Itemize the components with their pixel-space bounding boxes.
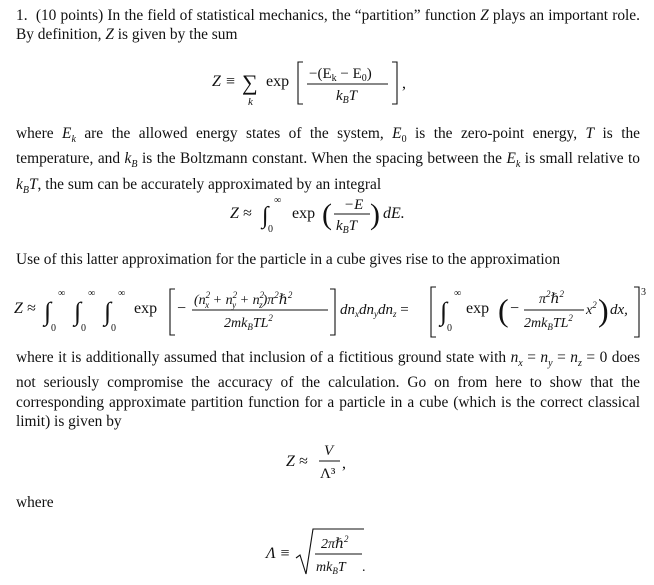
eq5-trail: . — [362, 560, 366, 575]
eq3-inner-int-lower: 0 — [447, 323, 452, 334]
problem-intro-rich: 1. (10 points) In the field of statistical mechanics, the “partition” function Z plays an important role. By definition, Z is given by the sum — [16, 7, 640, 44]
eq3-inner-int: ∫ — [440, 297, 448, 326]
eq3-int2: ∫ — [74, 297, 82, 326]
problem-definitions-text — [16, 124, 640, 200]
problem-approximation-text: Use of this latter approximation for the particle in a cube gives rise to the approximation — [16, 251, 561, 268]
eq3-inner-lparen: ( — [498, 292, 509, 328]
cube-approximation-equation — [14, 281, 644, 341]
eq4-trail: , — [342, 455, 346, 472]
eq1-sum-index: k — [248, 96, 253, 108]
eq2-func: exp — [292, 205, 316, 222]
eq2-numerator: −E — [344, 197, 364, 213]
eq3-func: exp — [134, 300, 158, 317]
eq5-lhs: Λ ≡ — [266, 545, 291, 562]
eq3-int3-upper: ∞ — [118, 288, 126, 299]
problem-definitions-rich: where $E_k$ are the allowed energy states of the system, $E_0$ is the zero-point energy, T is the temperature, and $k_B$ is the Boltzmann constant. When the spacing between the $E_k$ is small relative to $k_BT$, the sum can be accurately approximated by an integral — [16, 125, 641, 197]
eq3-inner-func: exp — [466, 300, 490, 317]
eq1-func: exp — [266, 73, 290, 90]
eq3-lhs: Z ≈ — [14, 300, 36, 317]
eq3-inner-denominator: $2mk_BTL^2$ — [524, 313, 573, 332]
partition-integral-equation — [230, 190, 430, 236]
eq1-sum: ∑ — [242, 70, 258, 95]
eq3-int2-upper: ∞ — [88, 288, 96, 299]
problem-where-text: where — [16, 494, 54, 511]
eq3-inner-var: $x^2$ — [586, 300, 597, 318]
eq4-lhs: Z ≈ — [286, 453, 308, 470]
eq2-int-lower: 0 — [268, 224, 273, 235]
eq4-denominator: Λ³ — [320, 466, 336, 482]
eq3-power: 3 — [641, 287, 646, 298]
eq3-inner-diff: dx, — [610, 302, 628, 318]
problem-assumption-text — [16, 348, 640, 432]
eq1-numerator: $-(E_k - E_0)$ — [309, 66, 372, 84]
eq2-lparen: ( — [322, 198, 332, 231]
eq3-inner-int-upper: ∞ — [454, 288, 462, 299]
eq2-differential: dE. — [383, 205, 405, 222]
eq3-int3: ∫ — [104, 297, 112, 326]
eq3-int1-upper: ∞ — [58, 288, 66, 299]
partition-sum-equation — [212, 58, 432, 110]
eq3-int2-lower: 0 — [81, 323, 86, 334]
thermal-wavelength-equation — [266, 526, 376, 580]
eq3-minus: − — [177, 300, 187, 317]
eq3-denominator: $2mk_BTL^2$ — [224, 313, 273, 332]
eq2-int-upper: ∞ — [274, 195, 282, 206]
eq2-lhs: Z ≈ — [230, 205, 252, 222]
eq3-differentials: $dn_xdn_ydn_z$ = — [340, 302, 409, 319]
eq5-denominator: $mk_BT$ — [316, 560, 346, 576]
eq4-numerator: V — [324, 443, 334, 459]
eq5-numerator: 2πℏ$^2$ — [321, 534, 349, 552]
problem-intro-text — [16, 6, 640, 45]
eq3-int1-lower: 0 — [51, 323, 56, 334]
eq3-numerator: ($n^2$ $x + n^2$ $y + n^2$ $z)\pi^2\hbar^2$ — [194, 290, 293, 310]
eq2-denominator: $k_BT$ — [336, 218, 358, 236]
classical-limit-equation — [286, 438, 366, 484]
eq2-integral-sign: ∫ — [262, 203, 269, 229]
eq3-inner-numerator: $\pi^2\hbar^2$ — [539, 289, 565, 307]
problem-assumption-rich: where it is additionally assumed that inclusion of a fictitious ground state with $n_x = n_y = n_z = 0$ does not seriously compromise the accuracy of the calculation. Go on from here to show that the corresponding approximate partition function for a particle in a cube (which is the correct classical limit) is given by — [16, 349, 640, 431]
eq1-lhs: Z ≡ — [212, 73, 236, 90]
eq2-rparen: ) — [370, 198, 380, 231]
eq3-inner-rparen: ) — [598, 292, 609, 328]
eq3-inner-minus: − — [510, 300, 520, 317]
eq1-trail: , — [402, 75, 406, 92]
eq3-int1: ∫ — [44, 297, 52, 326]
eq1-denominator: $k_BT$ — [336, 88, 358, 106]
eq3-int3-lower: 0 — [111, 323, 116, 334]
